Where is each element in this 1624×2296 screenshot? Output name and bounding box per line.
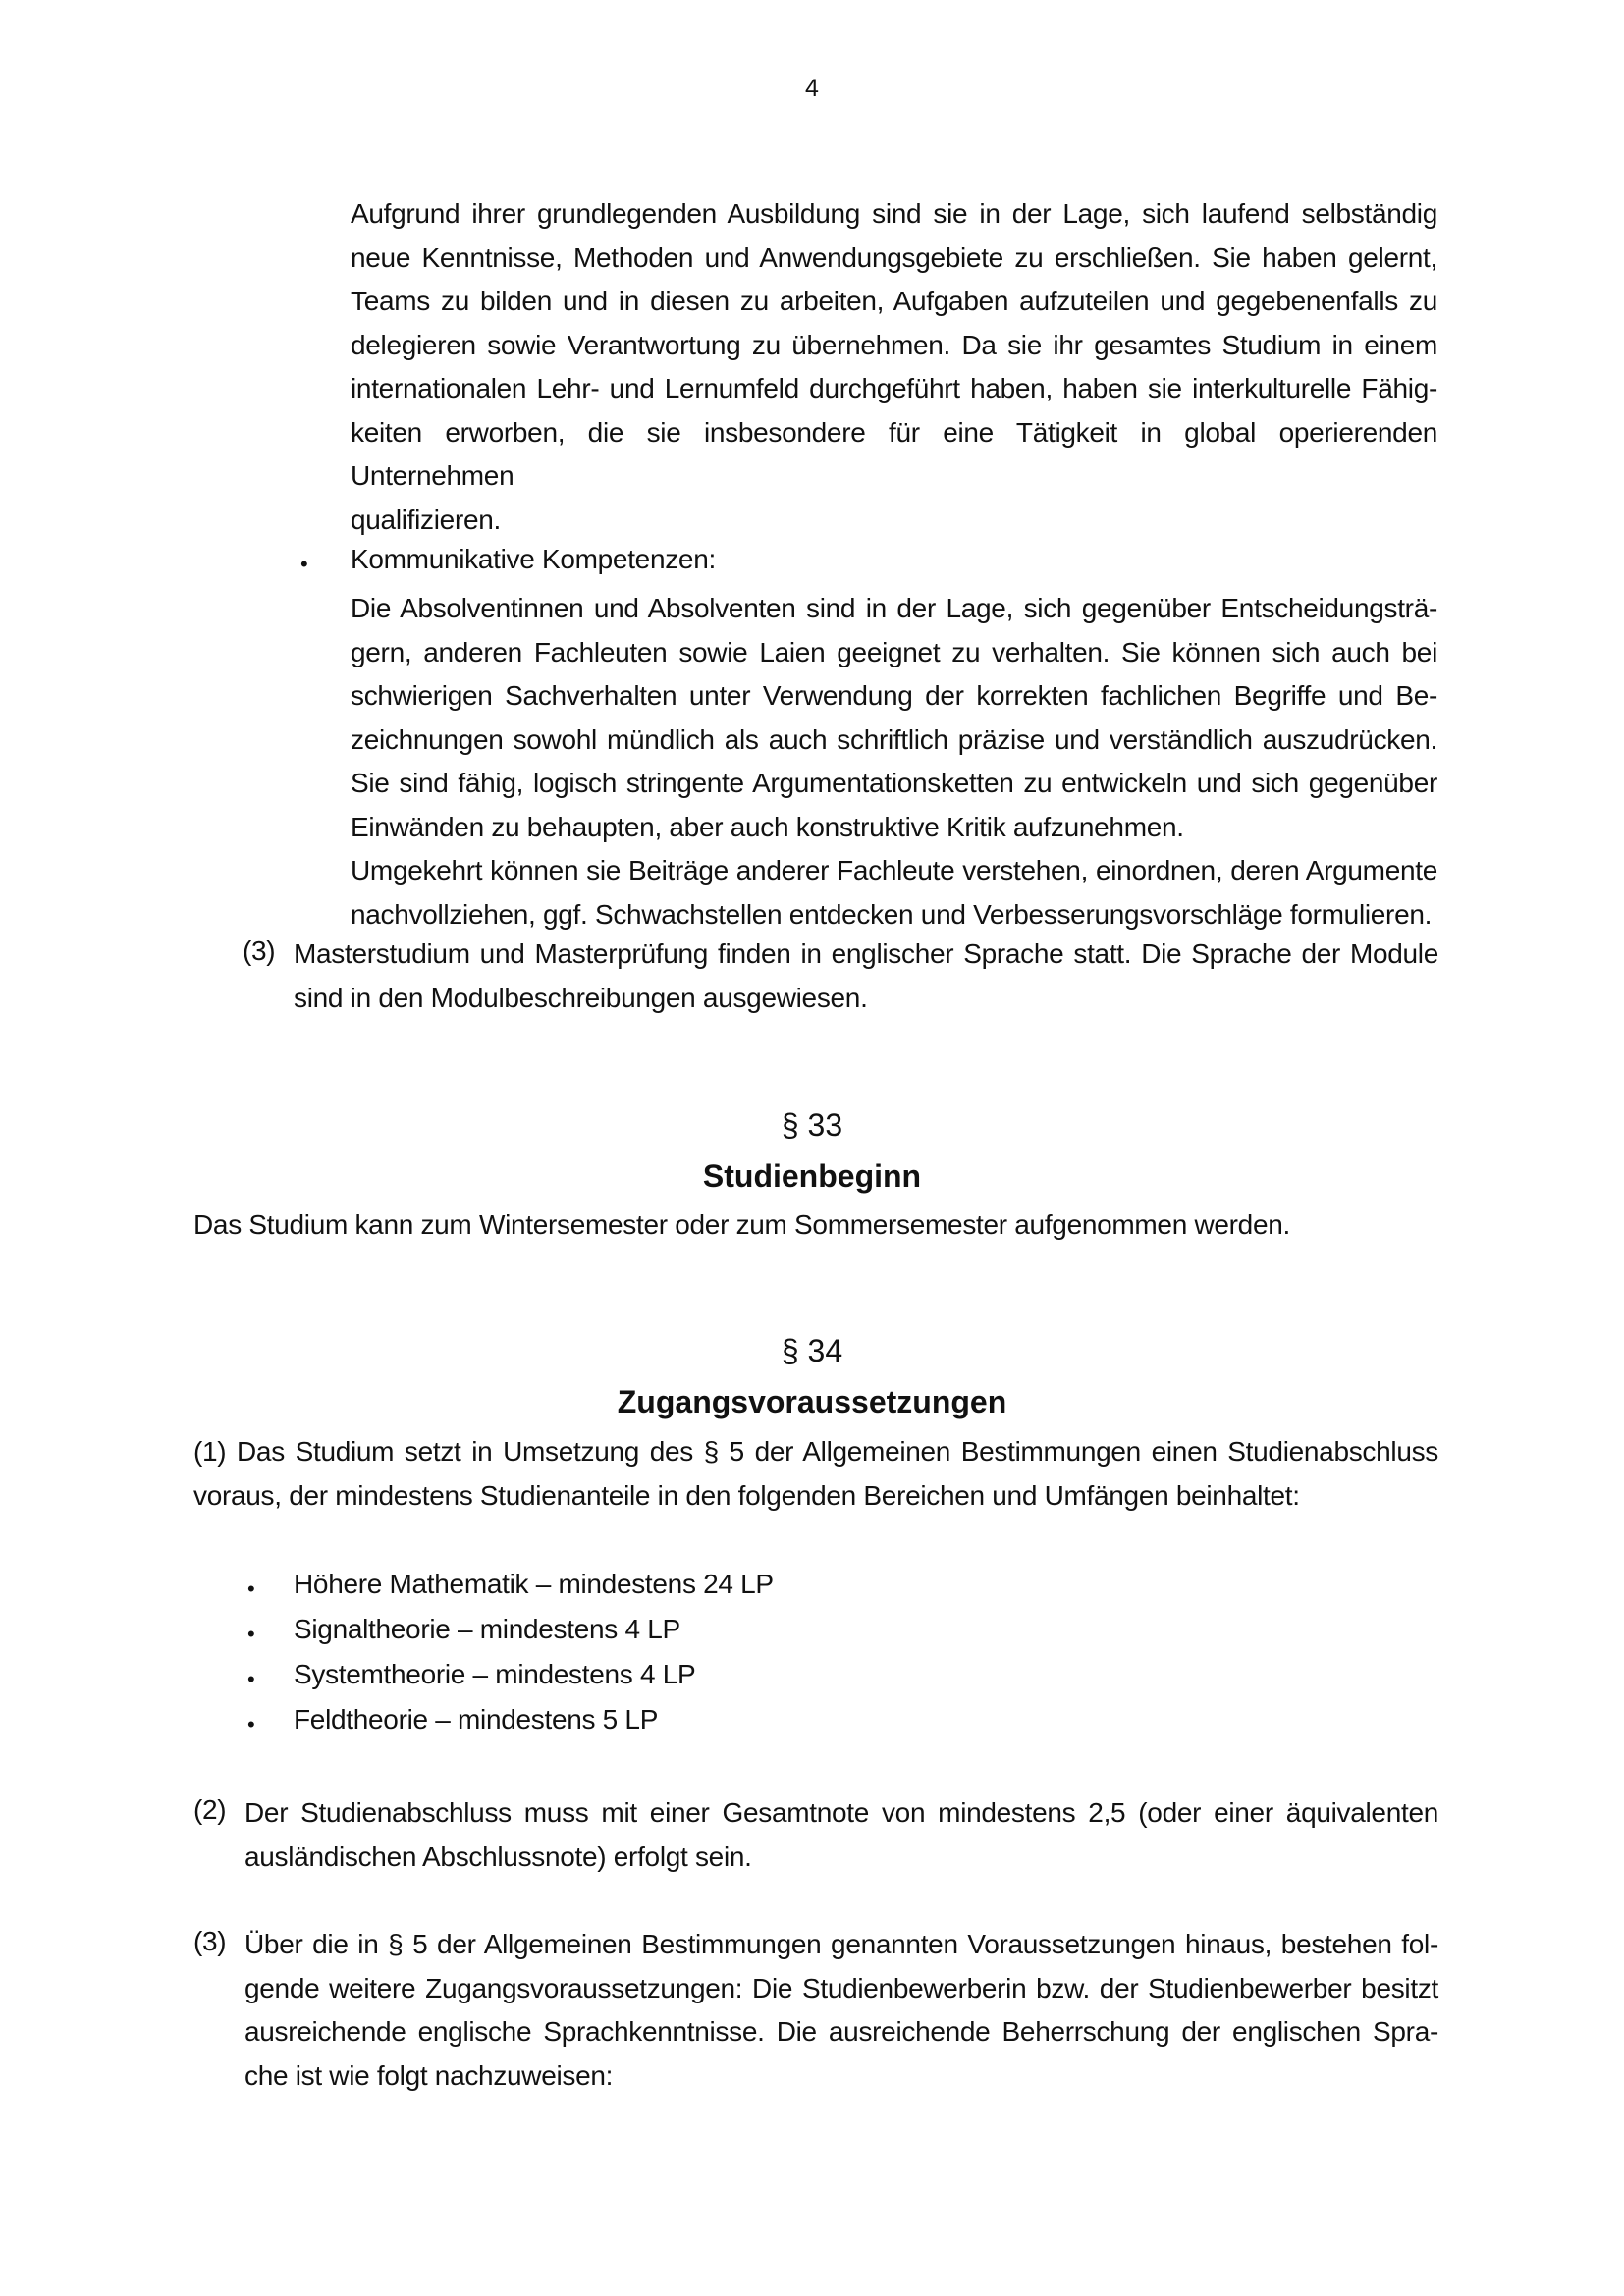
paragraph-line: Über die in § 5 der Allgemeinen Bestimmungen genannten Voraussetzungen hinaus, bestehen fol-: [244, 1929, 1438, 1959]
paragraph-line: neue Kenntnisse, Methoden und Anwendungsgebiete zu erschließen. Sie haben gelernt,: [351, 241, 1437, 273]
paragraph-line: qualifizieren.: [351, 504, 501, 535]
paragraph-line: sind in den Modulbeschreibungen ausgewiesen.: [294, 982, 868, 1013]
language-paragraph: [294, 933, 1438, 1020]
paragraph-line: Die Absolventinnen und Absolventen sind in der Lage, sich gegenüber Entscheidungsträ-: [351, 593, 1437, 623]
item-number: (3): [193, 1926, 227, 1956]
paragraph-line: Masterstudium und Masterprüfung finden in englischer Sprache statt. Die Sprache der Module: [294, 938, 1438, 969]
paragraph-line: keiten erworben, die sie insbesondere für eine Tätigkeit in global operierenden Unternehmen: [351, 416, 1437, 491]
paragraph-line: internationalen Lehr- und Lernumfeld durchgeführt haben, haben sie interkulturelle Fähig-: [351, 373, 1437, 403]
page-number: 4: [805, 75, 819, 102]
requirements-paragraph: [193, 1430, 1438, 1518]
paragraph-line: voraus, der mindestens Studienanteile in den folgenden Bereichen und Umfängen beinhaltet:: [193, 1479, 1300, 1511]
paragraph-line: gern, anderen Fachleuten sowie Laien geeignet zu verhalten. Sie können sich auch bei: [351, 636, 1437, 667]
paragraph-line: delegieren sowie Verantwortung zu übernehmen. Da sie ihr gesamtes Studium in einem: [351, 329, 1437, 360]
communicative-title: Kommunikative Kompetenzen:: [351, 544, 716, 574]
grade-paragraph: [244, 1791, 1438, 1879]
paragraph-line: nachvollziehen, ggf. Schwachstellen entdecken und Verbesserungsvorschläge formulieren.: [351, 898, 1433, 930]
bullet-icon: •: [247, 1622, 255, 1646]
bullet-icon: •: [247, 1667, 255, 1691]
bullet-icon: •: [247, 1712, 255, 1736]
list-item: Höhere Mathematik – mindestens 24 LP: [294, 1569, 774, 1599]
paragraph-line: zeichnungen sowohl mündlich als auch schriftlich präzise und verständlich auszudrücken.: [351, 723, 1437, 755]
paragraph-line: ausländischen Abschlussnote) erfolgt sein.: [244, 1841, 752, 1872]
paragraph-line: Einwänden zu behaupten, aber auch konstruktive Kritik aufzunehmen.: [351, 811, 1184, 842]
list-item: Signaltheorie – mindestens 4 LP: [294, 1614, 680, 1644]
paragraph-line: Aufgrund ihrer grundlegenden Ausbildung sind sie in der Lage, sich laufend selbständig: [351, 198, 1437, 229]
paragraph-line: che ist wie folgt nachzuweisen:: [244, 2059, 614, 2091]
bullet-icon: •: [300, 552, 308, 576]
paragraph-line: Der Studienabschluss muss mit einer Gesamtnote von mindestens 2,5 (oder einer äquivalenten: [244, 1797, 1438, 1828]
paragraph-line: (1) Das Studium setzt in Umsetzung des § 5 der Allgemeinen Bestimmungen einen Studienabschluss: [193, 1436, 1438, 1467]
communicative-paragraph: [351, 587, 1437, 936]
list-item: Systemtheorie – mindestens 4 LP: [294, 1659, 696, 1689]
section-title: Zugangsvoraussetzungen: [617, 1384, 1007, 1419]
intro-paragraph: [351, 192, 1437, 542]
item-number: (2): [193, 1794, 227, 1825]
language-requirements-paragraph: [244, 1923, 1438, 2098]
section-text: Das Studium kann zum Wintersemester oder zum Sommersemester aufgenommen werden.: [193, 1209, 1290, 1240]
section-number: § 34: [781, 1333, 843, 1368]
bullet-icon: •: [247, 1576, 255, 1601]
section-number: § 33: [781, 1107, 843, 1143]
paragraph-line: gende weitere Zugangsvoraussetzungen: Die Studienbewerberin bzw. der Studienbewerber besitzt: [244, 1972, 1438, 2003]
paragraph-line: schwierigen Sachverhalten unter Verwendung der korrekten fachlichen Begriffe und Be-: [351, 680, 1437, 711]
item-number: (3): [243, 935, 276, 966]
paragraph-line: Teams zu bilden und in diesen zu arbeiten, Aufgaben aufzuteilen und gegebenenfalls zu: [351, 286, 1437, 316]
section-title: Studienbeginn: [702, 1158, 922, 1194]
paragraph-line: Umgekehrt können sie Beiträge anderer Fachleute verstehen, einordnen, deren Argumente: [351, 855, 1437, 885]
paragraph-line: Sie sind fähig, logisch stringente Argumentationsketten zu entwickeln und sich gegenüber: [351, 768, 1437, 798]
list-item: Feldtheorie – mindestens 5 LP: [294, 1704, 659, 1735]
paragraph-line: ausreichende englische Sprachkenntnisse. Die ausreichende Beherrschung der englischen Spra-: [244, 2016, 1438, 2047]
